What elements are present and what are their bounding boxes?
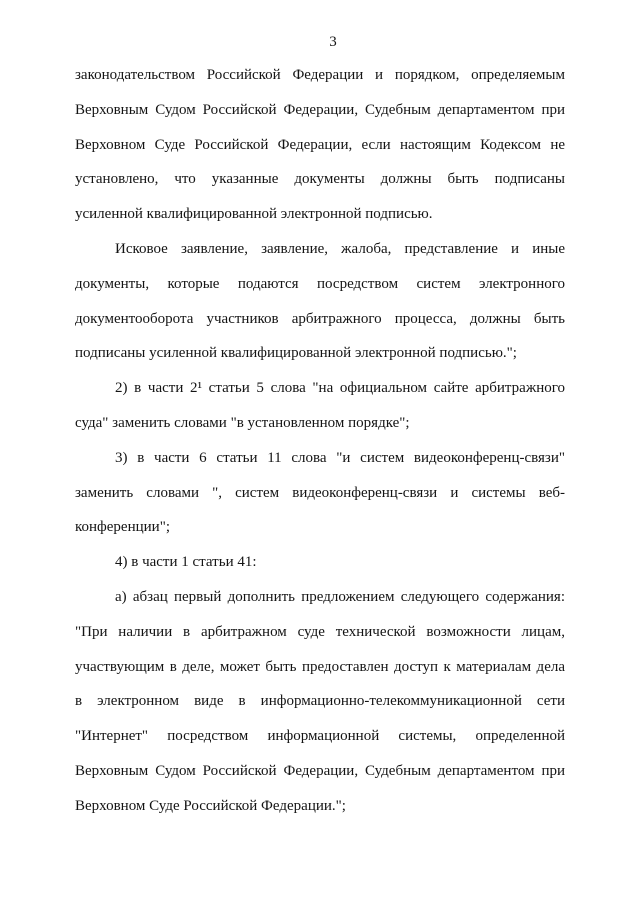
text-line: установлено, что указанные документы должны быть подписаны (75, 171, 565, 188)
document-body (75, 58, 565, 824)
text-line: "Интернет" посредством информационной системы, определенной (75, 728, 565, 745)
paragraph (75, 58, 565, 232)
text-line: 3) в части 6 статьи 11 слова "и систем видеоконференц-связи" (115, 449, 565, 466)
text-line: законодательством Российской Федерации и порядком, определяемым (75, 67, 565, 83)
text-line: суда" заменить словами "в установленном порядке"; (75, 414, 410, 431)
paragraph (75, 580, 565, 824)
text-line: а) абзац первый дополнить предложением следующего содержания: (115, 588, 565, 605)
text-line: в электронном виде в информационно-телекоммуникационной сети (75, 693, 565, 710)
text-line: 2) в части 2¹ статьи 5 слова "на официальном сайте арбитражного (115, 380, 565, 397)
paragraph (75, 441, 565, 545)
text-line: Верховным Судом Российской Федерации, Судебным департаментом при (75, 101, 565, 118)
text-line: Верховным Судом Российской Федерации, Судебным департаментом при (75, 762, 565, 779)
paragraph (75, 545, 565, 580)
text-line: 4) в части 1 статьи 41: (115, 554, 257, 571)
text-line: документооборота участников арбитражного процесса, должны быть (75, 310, 565, 327)
text-line: заменить словами ", систем видеоконференц-связи и системы веб- (75, 484, 565, 501)
text-line: Верховном Суде Российской Федерации."; (75, 797, 346, 814)
text-line: участвующим в деле, может быть предоставлен доступ к материалам дела (75, 658, 565, 675)
text-line: Верховном Суде Российской Федерации, если настоящим Кодексом не (75, 136, 565, 153)
text-line: конференции"; (75, 519, 170, 536)
text-line: документы, которые подаются посредством систем электронного (75, 275, 565, 292)
text-line: усиленной квалифицированной электронной подписью. (75, 206, 433, 223)
paragraph (75, 371, 565, 441)
text-line: "При наличии в арбитражном суде технической возможности лицам, (75, 623, 565, 640)
page-number: 3 (329, 34, 337, 50)
paragraph (75, 232, 565, 371)
text-line: Исковое заявление, заявление, жалоба, представление и иные (115, 240, 565, 257)
text-line: подписаны усиленной квалифицированной электронной подписью."; (75, 345, 517, 362)
